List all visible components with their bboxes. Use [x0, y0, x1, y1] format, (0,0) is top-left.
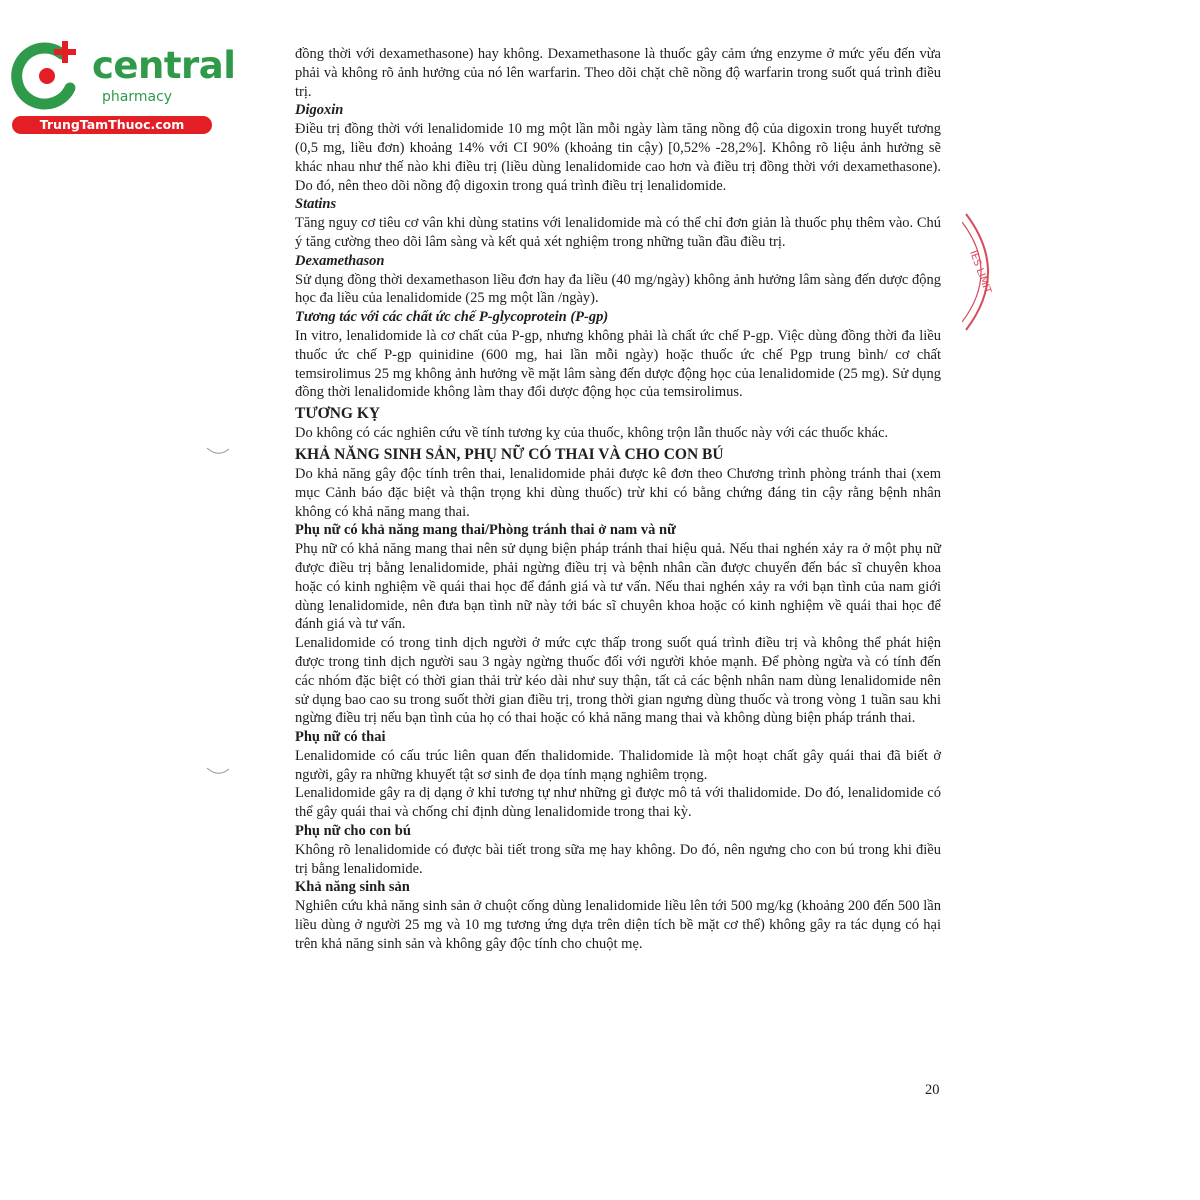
scan-mark [205, 446, 231, 458]
paragraph: Tăng nguy cơ tiêu cơ vân khi dùng statins với lenalidomide mà có thể chỉ đơn giản là thuốc phụ thêm vào. Chú ý tăng cường theo dõi lâm sàng và kết quả xét nghiệm trong những tuần đầu điều trị. [295, 215, 941, 250]
section-heading: KHẢ NĂNG SINH SẢN, PHỤ NỮ CÓ THAI VÀ CHO CON BÚ [295, 445, 724, 463]
subsection-heading: Phụ nữ có khả năng mang thai/Phòng tránh thai ở nam và nữ [295, 522, 676, 539]
paragraph: Lenalidomide gây ra dị dạng ở khỉ tương tự như những gì được mô tả với thalidomide. Do đó, lenalidomide có thể gây quái thai và chống chỉ định dùng lenalidomide trong thai kỳ. [295, 785, 941, 821]
pharmacy-cross-icon [10, 36, 90, 116]
page-number: 20 [925, 1082, 940, 1098]
subsection-heading: Digoxin [295, 102, 344, 119]
subsection-heading: Khả năng sinh sản [295, 879, 410, 896]
paragraph: Lenalidomide có trong tinh dịch người ở mức cực thấp trong suốt quá trình điều trị và không thể phát hiện được trong tinh dịch người sau 3 ngày ngừng thuốc đối với người khỏe mạnh. Để phòng ngừa và có tính đến các nhóm đặc biệt có thời gian thải trừ kéo dài như suy thận, tất cả các bệnh nhân nam dùng lenalidomide nên sử dụng bao cao su trong suốt thời gian điều trị, trong thời gian ngưng dùng thuốc và trong vòng 1 tuần sau khi ngừng điều trị nếu bạn tình của họ có thai hoặc có khả năng mang thai và không dùng biện pháp tránh thai. [295, 635, 941, 727]
logo-subtitle: pharmacy [102, 89, 173, 105]
stamp-text: IES LIMIT [967, 249, 993, 296]
subsection-heading: Phụ nữ có thai [295, 729, 386, 746]
subsection-heading: Dexamethason [295, 252, 385, 269]
paragraph: In vitro, lenalidomide là cơ chất của P-gp, nhưng không phải là chất ức chế P-gp. Việc dùng đồng thời đa liều thuốc ức chế P-gp quinidine (600 mg, hai lần mỗi ngày) hoặc thuốc ức chế Pgp trung bình/ cơ chất temsirolimus 25 mg không ảnh hưởng về mặt lâm sàng đến dược động học của lenalidomide (25 mg). Sử dụng đồng thời lenalidomide không làm thay đổi dược động học của temsirolimus. [295, 327, 941, 401]
paragraph: đồng thời với dexamethasone) hay không. Dexamethasone là thuốc gây cảm ứng enzyme ở mức yếu đến vừa phải và không rõ ảnh hưởng của nó lên warfarin. Theo dõi chặt chẽ nồng độ warfarin trong suốt quá trình điều trị. [295, 46, 941, 100]
logo-name: central [92, 44, 236, 87]
paragraph: Nghiên cứu khả năng sinh sản ở chuột cống dùng lenalidomide liều lên tới 500 mg/kg (khoảng 200 đến 500 lần liều dùng ở người 25 mg và 10 mg tương ứng dựa trên diện tích bề mặt cơ thể) không gây ra tác dụng có hại trên khả năng sinh sản và không gây độc tính cho chuột mẹ. [295, 898, 941, 952]
document-body [295, 45, 941, 954]
central-pharmacy-logo [10, 36, 236, 136]
paragraph: Do không có các nghiên cứu về tính tương kỵ của thuốc, không trộn lẫn thuốc này với các thuốc khác. [295, 425, 889, 442]
paragraph: Lenalidomide có cấu trúc liên quan đến thalidomide. Thalidomide là một hoạt chất gây quái thai đã biết ở người, gây ra những khuyết tật sơ sinh đe dọa tính mạng nghiêm trọng. [295, 747, 941, 783]
subsection-heading: Tương tác với các chất ức chế P-glycoprotein (P-gp) [295, 309, 609, 326]
company-stamp [962, 212, 1002, 332]
subsection-heading: Statins [295, 196, 337, 213]
paragraph: Do khả năng gây độc tính trên thai, lenalidomide phải được kê đơn theo Chương trình phòng tránh thai (xem mục Cảnh báo đặc biệt và thận trọng khi dùng thuốc) trừ khi có bằng chứng đáng tin cậy rằng bệnh nhân không có khả năng mang thai. [295, 465, 941, 520]
section-heading: TƯƠNG KỴ [295, 405, 381, 423]
paragraph: Sử dụng đồng thời dexamethason liều đơn hay đa liều (40 mg/ngày) không ảnh hưởng lâm sàng đến dược động học đa liều của lenalidomide (25 mg một lần /ngày). [295, 271, 941, 307]
paragraph: Phụ nữ có khả năng mang thai nên sử dụng biện pháp tránh thai hiệu quả. Nếu thai nghén xảy ra ở một phụ nữ được điều trị bằng lenalidomide, phải ngừng điều trị và bệnh nhân cần được chuyển đến bác sĩ chuyên khoa hoặc có kinh nghiệm về quái thai học để đánh giá và tư vấn. Nếu thai nghén xảy ra với bạn tình của nam giới dùng lenalidomide, nên đưa bạn tình nữ này tới bác sĩ chuyên khoa hoặc có kinh nghiệm về quái thai học để đánh giá và tư vấn. [295, 541, 941, 633]
paragraph: Điều trị đồng thời với lenalidomide 10 mg một lần mỗi ngày làm tăng nồng độ của digoxin trong huyết tương (0,5 mg, liều đơn) khoảng 14% với CI 90% (khoảng tin cậy) [0,52% -28,2%]. Không rõ liệu ảnh hưởng sẽ khác nhau như thế nào khi điều trị (liều dùng lenalidomide cao hơn và điều trị đồng thời với dexamethasone). Do đó, nên theo dõi nồng độ digoxin trong quá trình điều trị lenalidomide. [295, 121, 941, 194]
subsection-heading: Phụ nữ cho con bú [295, 823, 411, 840]
logo-website-badge: TrungTamThuoc.com [12, 116, 212, 134]
scan-mark [205, 766, 231, 778]
paragraph: Không rõ lenalidomide có được bài tiết trong sữa mẹ hay không. Do đó, nên ngưng cho con bú trong khi điều trị bằng lenalidomide. [295, 841, 941, 877]
